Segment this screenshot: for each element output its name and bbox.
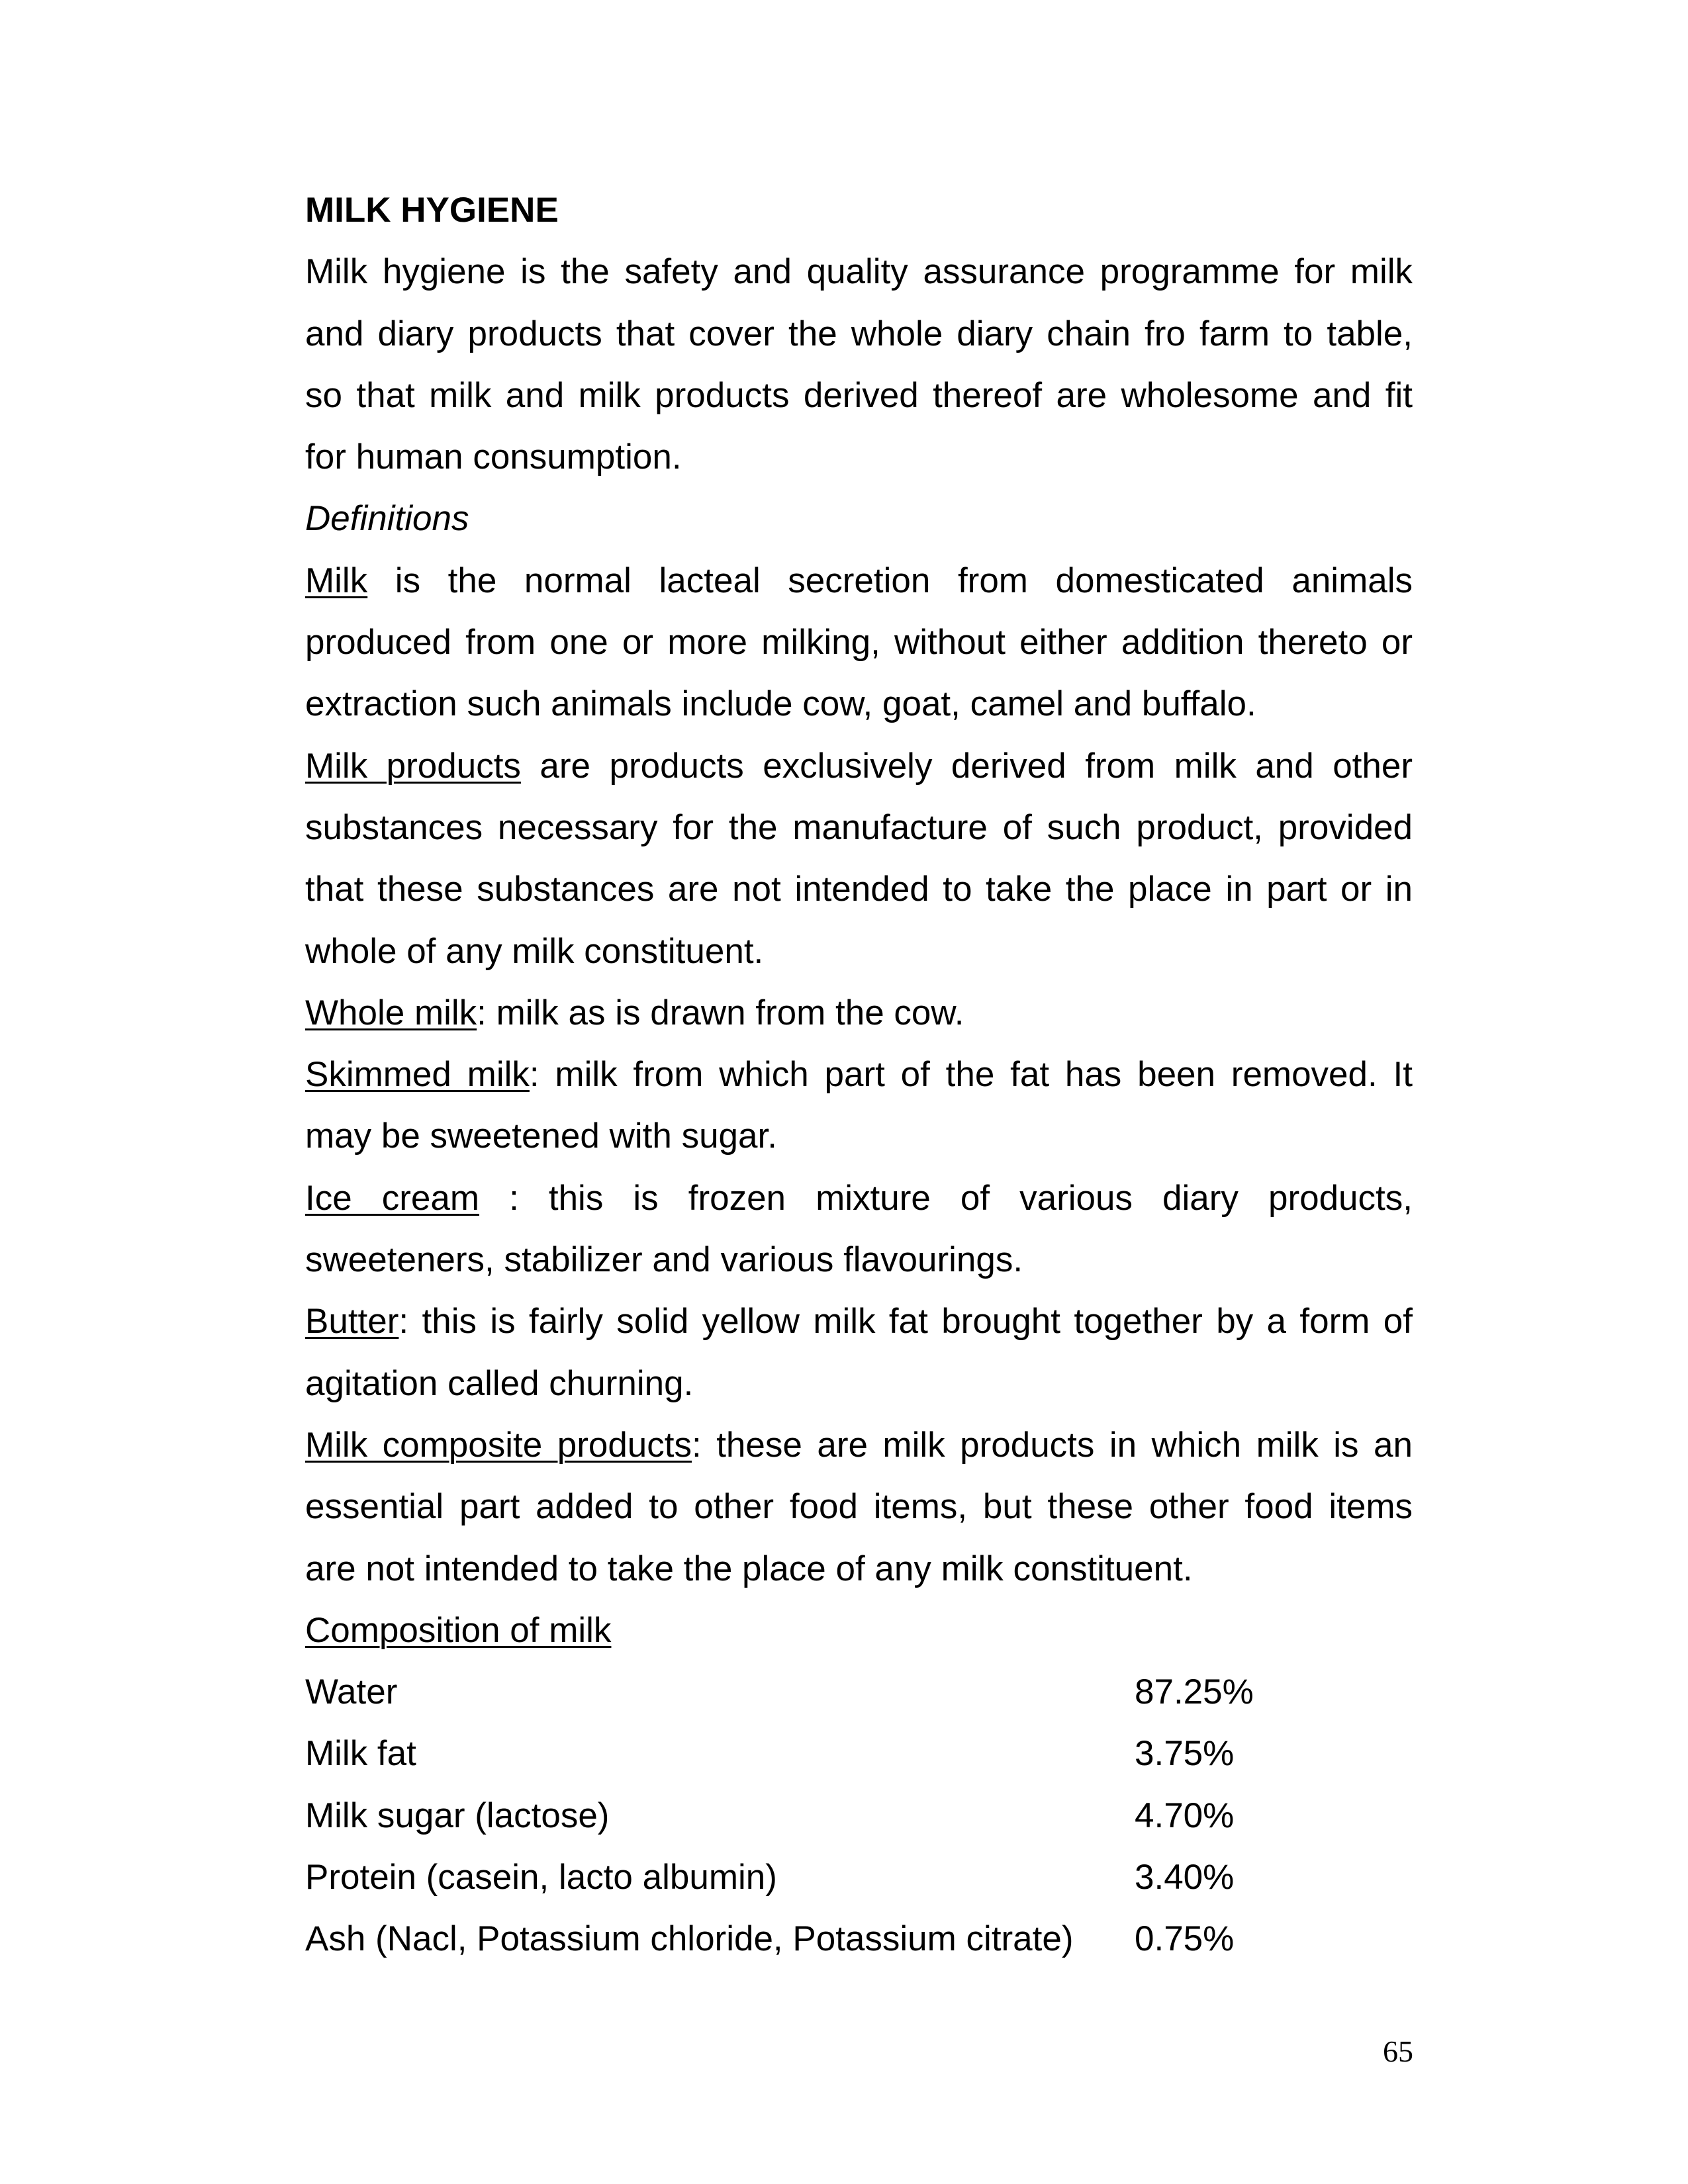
page-title: MILK HYGIENE (305, 191, 559, 230)
component-percentage: 3.75% (1135, 1734, 1235, 1774)
definition-term: Milk products (305, 746, 521, 786)
definition-line (305, 1167, 1413, 1229)
composition-row (305, 1723, 1413, 1784)
definition-milk-products (305, 735, 1413, 982)
definition-line: may be sweetened with sugar. (305, 1116, 777, 1156)
definition-line (305, 1414, 1413, 1476)
definition-milk-composite-products (305, 1414, 1413, 1600)
definition-milk (305, 550, 1413, 735)
component-percentage: 4.70% (1135, 1796, 1235, 1835)
definition-text: is the normal lacteal secretion from domesticated animals (395, 561, 1413, 600)
definition-line: essential part added to other food items, but these other food items (305, 1487, 1413, 1527)
definition-term: Skimmed milk (305, 1055, 530, 1095)
component-name: Water (305, 1672, 398, 1712)
definition-term: Whole milk (305, 993, 477, 1032)
component-percentage: 0.75% (1135, 1919, 1235, 1959)
intro-line: and diary products that cover the whole diary chain fro farm to table, (305, 314, 1413, 353)
definition-text: : this is frozen mixture of various diary products, (479, 1178, 1413, 1218)
definition-text: are products exclusively derived from milk and other (539, 746, 1413, 786)
composition-heading (305, 1600, 1413, 1661)
definition-line (305, 735, 1413, 797)
definition-term: Butter (305, 1302, 399, 1342)
definition-line: substances necessary for the manufacture of such product, provided (305, 807, 1413, 847)
definition-skimmed-milk (305, 1044, 1413, 1167)
definition-whole-milk (305, 982, 1413, 1044)
intro-line: Milk hygiene is the safety and quality assurance programme for milk (305, 252, 1413, 292)
page-content (305, 179, 1413, 1970)
composition-row (305, 1846, 1413, 1908)
definition-line (305, 1291, 1413, 1352)
definition-ice-cream (305, 1167, 1413, 1291)
page-number: 65 (1383, 2034, 1413, 2068)
composition-row (305, 1785, 1413, 1846)
component-name: Milk fat (305, 1734, 416, 1774)
definition-text: : milk from which part of the fat has been removed. It (529, 1055, 1413, 1095)
definition-line (305, 1044, 1413, 1105)
definition-text: : these are milk products in which milk is an (692, 1425, 1413, 1465)
definition-term: Milk (305, 561, 368, 600)
composition-table (305, 1661, 1413, 1970)
definition-term: Ice cream (305, 1178, 480, 1218)
definition-line: whole of any milk constituent. (305, 931, 764, 971)
definition-line (305, 550, 1413, 612)
composition-title: Composition of milk (305, 1610, 612, 1650)
composition-row (305, 1908, 1413, 1970)
definition-butter (305, 1291, 1413, 1414)
component-percentage: 3.40% (1135, 1858, 1235, 1897)
component-percentage: 87.25% (1135, 1672, 1254, 1712)
definition-term: Milk composite products (305, 1425, 692, 1465)
intro-paragraph (305, 241, 1413, 488)
definition-line: sweeteners, stabilizer and various flavourings. (305, 1240, 1023, 1280)
component-name: Milk sugar (lactose) (305, 1796, 610, 1835)
definition-text: : milk as is drawn from the cow. (477, 993, 964, 1032)
intro-line: so that milk and milk products derived thereof are wholesome and fit (305, 375, 1413, 415)
definition-line: produced from one or more milking, without either addition thereto or (305, 623, 1413, 662)
definition-line (305, 982, 1413, 1044)
definition-line: are not intended to take the place of any milk constituent. (305, 1549, 1193, 1588)
component-name: Ash (Nacl, Potassium chloride, Potassium citrate) (305, 1919, 1074, 1959)
definitions-heading: Definitions (305, 499, 469, 539)
definition-line: extraction such animals include cow, goat, camel and buffalo. (305, 684, 1256, 724)
component-name: Protein (casein, lacto albumin) (305, 1858, 777, 1897)
definition-text: : this is fairly solid yellow milk fat brought together by a form of (399, 1302, 1413, 1342)
composition-row (305, 1661, 1413, 1723)
definition-line: agitation called churning. (305, 1363, 694, 1403)
intro-line: for human consumption. (305, 437, 682, 477)
definition-line: that these substances are not intended to take the place in part or in (305, 870, 1413, 909)
